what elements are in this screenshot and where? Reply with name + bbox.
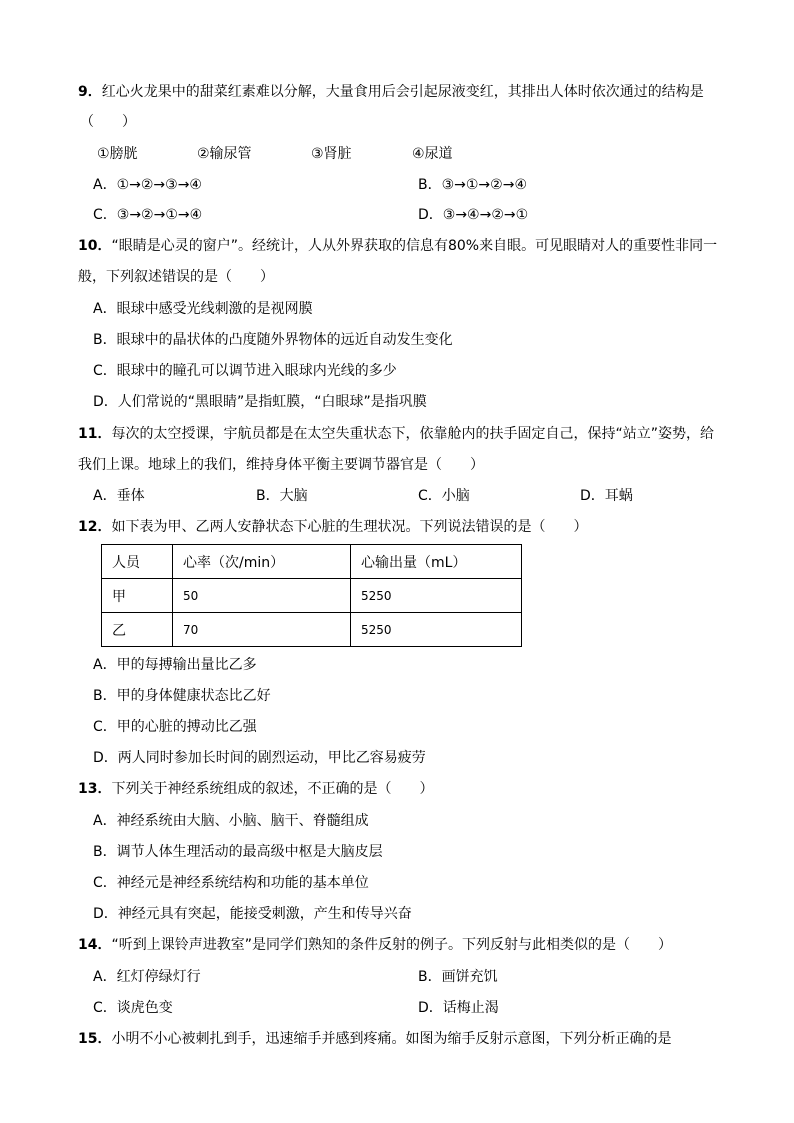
- question-text: 红心火龙果中的甜菜红素难以分解，大量食用后会引起尿液变红，其排出人体时依次通过的结构是: [101, 84, 704, 100]
- option-c: C．③→②→①→④: [93, 207, 203, 223]
- option-c: C．甲的心脏的搏动比乙强: [93, 719, 257, 735]
- question-10-stem-cont: 般，下列叙述错误的是（ ）: [78, 269, 274, 285]
- question-9-blank: （ ）: [80, 114, 136, 130]
- option-c: C．谈虎色变: [93, 1000, 173, 1016]
- option-b: B．调节人体生理活动的最高级中枢是大脑皮层: [93, 844, 383, 860]
- option-a: A．红灯停绿灯行: [93, 969, 201, 985]
- option-c: C．神经元是神经系统结构和功能的基本单位: [93, 875, 369, 891]
- option-d: D．神经元具有突起，能接受刺激，产生和传导兴奋: [93, 906, 412, 922]
- table-cell: 甲: [102, 579, 173, 613]
- option-d: D．③→④→②→①: [418, 207, 529, 223]
- table-row: [102, 613, 522, 647]
- option-b: B．③→①→②→④: [418, 177, 527, 193]
- table-header: 心输出量（mL）: [351, 545, 522, 579]
- table-header: 心率（次/min）: [173, 545, 351, 579]
- question-11-stem: [78, 425, 714, 443]
- table-cell: 70: [173, 613, 351, 647]
- question-11-stem-cont: 我们上课。地球上的我们，维持身体平衡主要调节器官是（ ）: [78, 457, 484, 473]
- question-text: “眼睛是心灵的窗户”。经统计，人从外界获取的信息有80%来自眼。可见眼睛对人的重要性非同一: [111, 238, 718, 254]
- option-b: B．甲的身体健康状态比乙好: [93, 688, 271, 704]
- option-b: B．画饼充饥: [418, 969, 498, 985]
- option-b: B．大脑: [256, 488, 308, 504]
- table-cell: 乙: [102, 613, 173, 647]
- table-row: [102, 579, 522, 613]
- heart-data-table: [101, 544, 522, 647]
- question-number: 10．: [78, 238, 112, 254]
- question-number: 12．: [78, 519, 112, 535]
- option-d: D．耳蜗: [580, 488, 633, 504]
- item-2: ②输尿管: [197, 146, 252, 162]
- item-1: ①膀胱: [97, 146, 138, 162]
- option-c: C．小脑: [418, 488, 470, 504]
- option-c: C．眼球中的瞳孔可以调节进入眼球内光线的多少: [93, 363, 397, 379]
- question-text: 每次的太空授课，宇航员都是在太空失重状态下，依靠舱内的扶手固定自己，保持“站立”姿势，给: [111, 426, 714, 442]
- option-a: A．眼球中感受光线刺激的是视网膜: [93, 301, 313, 317]
- option-a: A．神经系统由大脑、小脑、脑干、脊髓组成: [93, 813, 369, 829]
- question-12-stem: [78, 518, 587, 536]
- question-15-stem: [78, 1030, 671, 1048]
- option-a: A．①→②→③→④: [93, 177, 202, 193]
- question-text: 下列关于神经系统组成的叙述，不正确的是（ ）: [111, 781, 434, 797]
- option-b: B．眼球中的晶状体的凸度随外界物体的远近自动发生变化: [93, 332, 453, 348]
- option-d: D．话梅止渴: [418, 1000, 499, 1016]
- question-number: 13．: [78, 781, 112, 797]
- question-number: 9．: [78, 84, 102, 100]
- option-a: A．甲的每搏输出量比乙多: [93, 657, 257, 673]
- table-cell: 5250: [351, 579, 522, 613]
- question-number: 11．: [78, 426, 112, 442]
- question-text: 小明不小心被刺扎到手，迅速缩手并感到疼痛。如图为缩手反射示意图，下列分析正确的是: [111, 1031, 672, 1047]
- option-d: D．两人同时参加长时间的剧烈运动，甲比乙容易疲劳: [93, 750, 426, 766]
- item-3: ③肾脏: [311, 146, 352, 162]
- question-9-stem: [78, 83, 704, 101]
- table-header: 人员: [102, 545, 173, 579]
- question-number: 14．: [78, 937, 112, 953]
- question-text: “听到上课铃声进教室”是同学们熟知的条件反射的例子。下列反射与此相类似的是（ ）: [111, 937, 672, 953]
- option-d: D．人们常说的“黑眼睛”是指虹膜，“白眼球”是指巩膜: [93, 394, 427, 410]
- option-a: A．垂体: [93, 488, 145, 504]
- question-number: 15．: [78, 1031, 112, 1047]
- question-10-stem: [78, 237, 717, 255]
- table-cell: 5250: [351, 613, 522, 647]
- question-text: 如下表为甲、乙两人安静状态下心脏的生理状况。下列说法错误的是（ ）: [111, 519, 588, 535]
- question-14-stem: [78, 936, 672, 954]
- question-13-stem: [78, 780, 433, 798]
- table-header-row: [102, 545, 522, 579]
- item-4: ④尿道: [412, 146, 453, 162]
- table-cell: 50: [173, 579, 351, 613]
